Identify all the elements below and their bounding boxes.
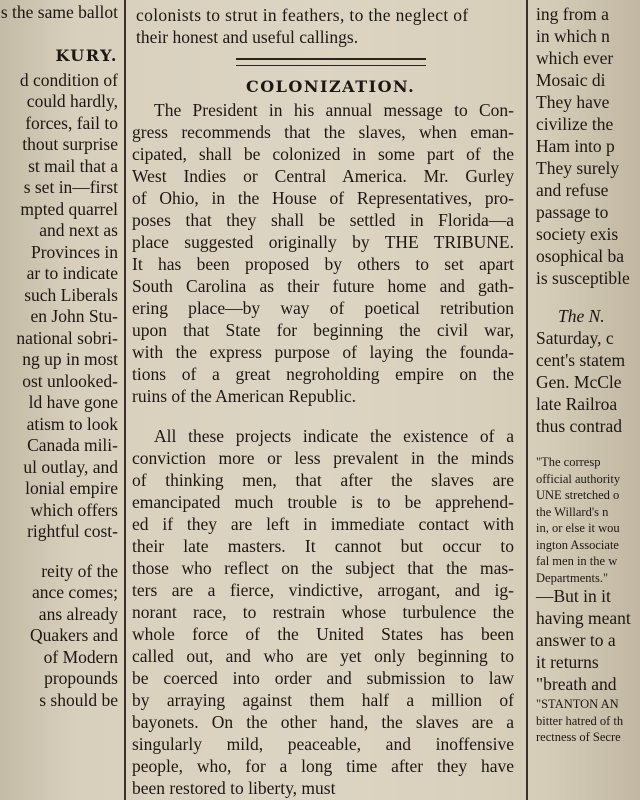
article-heading: COLONIZATION.: [246, 77, 416, 96]
article-line: norant race, to restrain whose turbulence the: [132, 602, 514, 622]
article-line: ering place—by way of poetical retribution: [132, 298, 514, 318]
left-column-line: lonial empire: [25, 478, 118, 498]
right-column-line: and refuse: [536, 180, 609, 200]
left-column-line: atism to look: [26, 413, 118, 434]
right-column-line: civilize the: [536, 114, 614, 134]
right-column-line: official authority: [536, 471, 621, 486]
article-line: their late masters. It cannot but occur to: [132, 536, 514, 556]
right-column-line: —But in it: [536, 586, 611, 606]
right-column-line: "STANTON AN: [536, 697, 619, 711]
right-column-line: having meant: [536, 608, 631, 628]
right-column-line: in which n: [536, 26, 610, 46]
right-column-line: ing from a: [536, 4, 609, 24]
left-column-line: Canada mili-: [27, 435, 118, 455]
article-line: ed if they are left in immediate contact with: [132, 514, 514, 534]
left-column-line: forces, fail to: [25, 112, 118, 133]
right-column-line: They have: [536, 92, 610, 112]
article-line: called out, and who are yet only beginning to: [132, 646, 514, 666]
section-divider: [236, 58, 426, 66]
left-column-line: ng up in most: [22, 349, 118, 369]
left-column-line: en John Stu-: [30, 306, 118, 326]
right-column-line: Saturday, c: [536, 328, 614, 348]
left-column-line: st mail that a: [28, 155, 118, 176]
right-column-line: Mosaic di: [536, 70, 606, 90]
right-column-line: in, or else it wou: [536, 521, 620, 535]
article-line: West Indies or Central America. Mr. Gurley: [132, 166, 514, 186]
left-column-line: Quakers and: [30, 625, 118, 645]
left-column-line: ans already: [38, 603, 118, 624]
article-line: It has been proposed by others to set apart: [132, 254, 514, 274]
left-column-line: could hardly,: [26, 91, 118, 111]
right-column-line: cent's statem: [536, 350, 626, 370]
article-line: of thinking men, that after the slaves are: [132, 470, 514, 490]
article-line: place suggested originally by THE TRIBUNE.: [132, 232, 514, 252]
left-column-line: s the same ballot: [0, 2, 118, 22]
article-line: by arraying against them half a million of: [132, 690, 514, 710]
right-column-line: bitter hatred of th: [536, 713, 624, 728]
right-column-line: rectness of Secre: [536, 730, 621, 744]
right-column-line: answer to a: [536, 630, 616, 650]
article-line: conviction more or less prevalent in the minds: [132, 448, 514, 468]
article-line: gress recommends that the slaves, when eman-: [132, 122, 514, 142]
article-line: The President in his annual message to Con-: [154, 100, 514, 120]
right-column-line: Departments.": [536, 570, 609, 585]
right-column: [528, 0, 640, 800]
left-column-line: s set in—first: [23, 177, 118, 197]
left-column-line: d condition of: [19, 69, 118, 90]
right-column-line: is susceptible: [536, 268, 630, 288]
article-line: people, who, for a long time after they have: [132, 756, 514, 776]
left-column-line: mpted quarrel: [20, 198, 118, 219]
left-column-line: ul outlay, and: [23, 456, 118, 477]
top-line-2: their honest and useful callings.: [136, 27, 359, 47]
left-column-line: national sobri-: [16, 327, 118, 348]
center-column: [126, 0, 526, 800]
article-line: of Ohio, in the House of Representatives, pro-: [132, 188, 514, 208]
left-column-line: which offers: [30, 499, 118, 520]
right-column-line: "The corresp: [536, 455, 601, 469]
right-column-line: They surely: [536, 158, 620, 178]
right-column-line: The N.: [558, 306, 605, 326]
left-column-line: thout surprise: [22, 134, 118, 154]
right-column-line: Ham into p: [536, 136, 615, 156]
article-line: those who reflect on the subject that the mas-: [132, 558, 514, 578]
article-line: tions of a great negroholding empire on the: [132, 364, 514, 384]
article-line: upon that State for beginning the civil war,: [132, 320, 514, 340]
article-line: South Carolina as their future home and gath-: [132, 276, 514, 296]
right-column-line: society exis: [536, 224, 619, 244]
left-column-line: rightful cost-: [27, 521, 118, 541]
right-column-line: ington Associate: [536, 537, 619, 552]
left-column: [0, 0, 124, 800]
left-column-line: reity of the: [41, 560, 118, 581]
article-line: cipated, shall be colonized in some part of the: [132, 144, 514, 164]
article-line: been restored to liberty, must: [132, 778, 336, 798]
article-line: poses that they shall be settled in Florida—a: [132, 210, 514, 230]
right-column-line: the Willard's n: [536, 504, 609, 519]
right-column-line: fal men in the w: [536, 554, 618, 568]
right-column-line: thus contrad: [536, 416, 623, 436]
article-line: whole force of the United States has been: [132, 624, 514, 644]
left-column-line: such Liberals: [24, 284, 118, 305]
right-column-line: Gen. McCle: [536, 372, 622, 392]
top-line-1: colonists to strut in feathers, to the neglect of: [136, 5, 469, 25]
left-column-heading: KURY.: [55, 45, 118, 65]
right-column-line: osophical ba: [536, 246, 624, 266]
left-column-line: ost unlooked-: [22, 370, 118, 391]
article-line: bayonets. On the other hand, the slaves are a: [132, 712, 514, 732]
article-line: ters are a fierce, vindictive, arrogant, and ig-: [132, 580, 514, 600]
left-column-line: ld have gone: [28, 392, 118, 412]
left-column-line: ance comes;: [32, 582, 118, 602]
right-column-line: which ever: [536, 48, 614, 68]
article-line: with the express purpose of laying the founda-: [132, 342, 514, 362]
article-line: ruins of the American Republic.: [132, 386, 357, 406]
left-column-line: Provinces in: [30, 241, 118, 262]
article-line: be coerced into order and submission to law: [132, 668, 514, 688]
left-column-line: of Modern: [43, 646, 118, 667]
right-column-line: UNE stretched o: [536, 488, 620, 502]
left-column-line: ar to indicate: [26, 263, 118, 283]
right-column-line: "breath and: [536, 674, 617, 694]
right-column-line: passage to: [536, 202, 609, 222]
left-column-line: s should be: [39, 689, 118, 710]
left-column-line: and next as: [39, 220, 118, 240]
article-line: emancipated much trouble is to be apprehend-: [132, 492, 514, 512]
article-line: singularly mild, peaceable, and inoffensive: [132, 734, 514, 754]
right-column-line: late Railroa: [536, 394, 618, 414]
right-column-line: it returns: [536, 652, 599, 672]
article-line: All these projects indicate the existence of a: [154, 426, 514, 446]
left-column-line: propounds: [44, 668, 118, 688]
